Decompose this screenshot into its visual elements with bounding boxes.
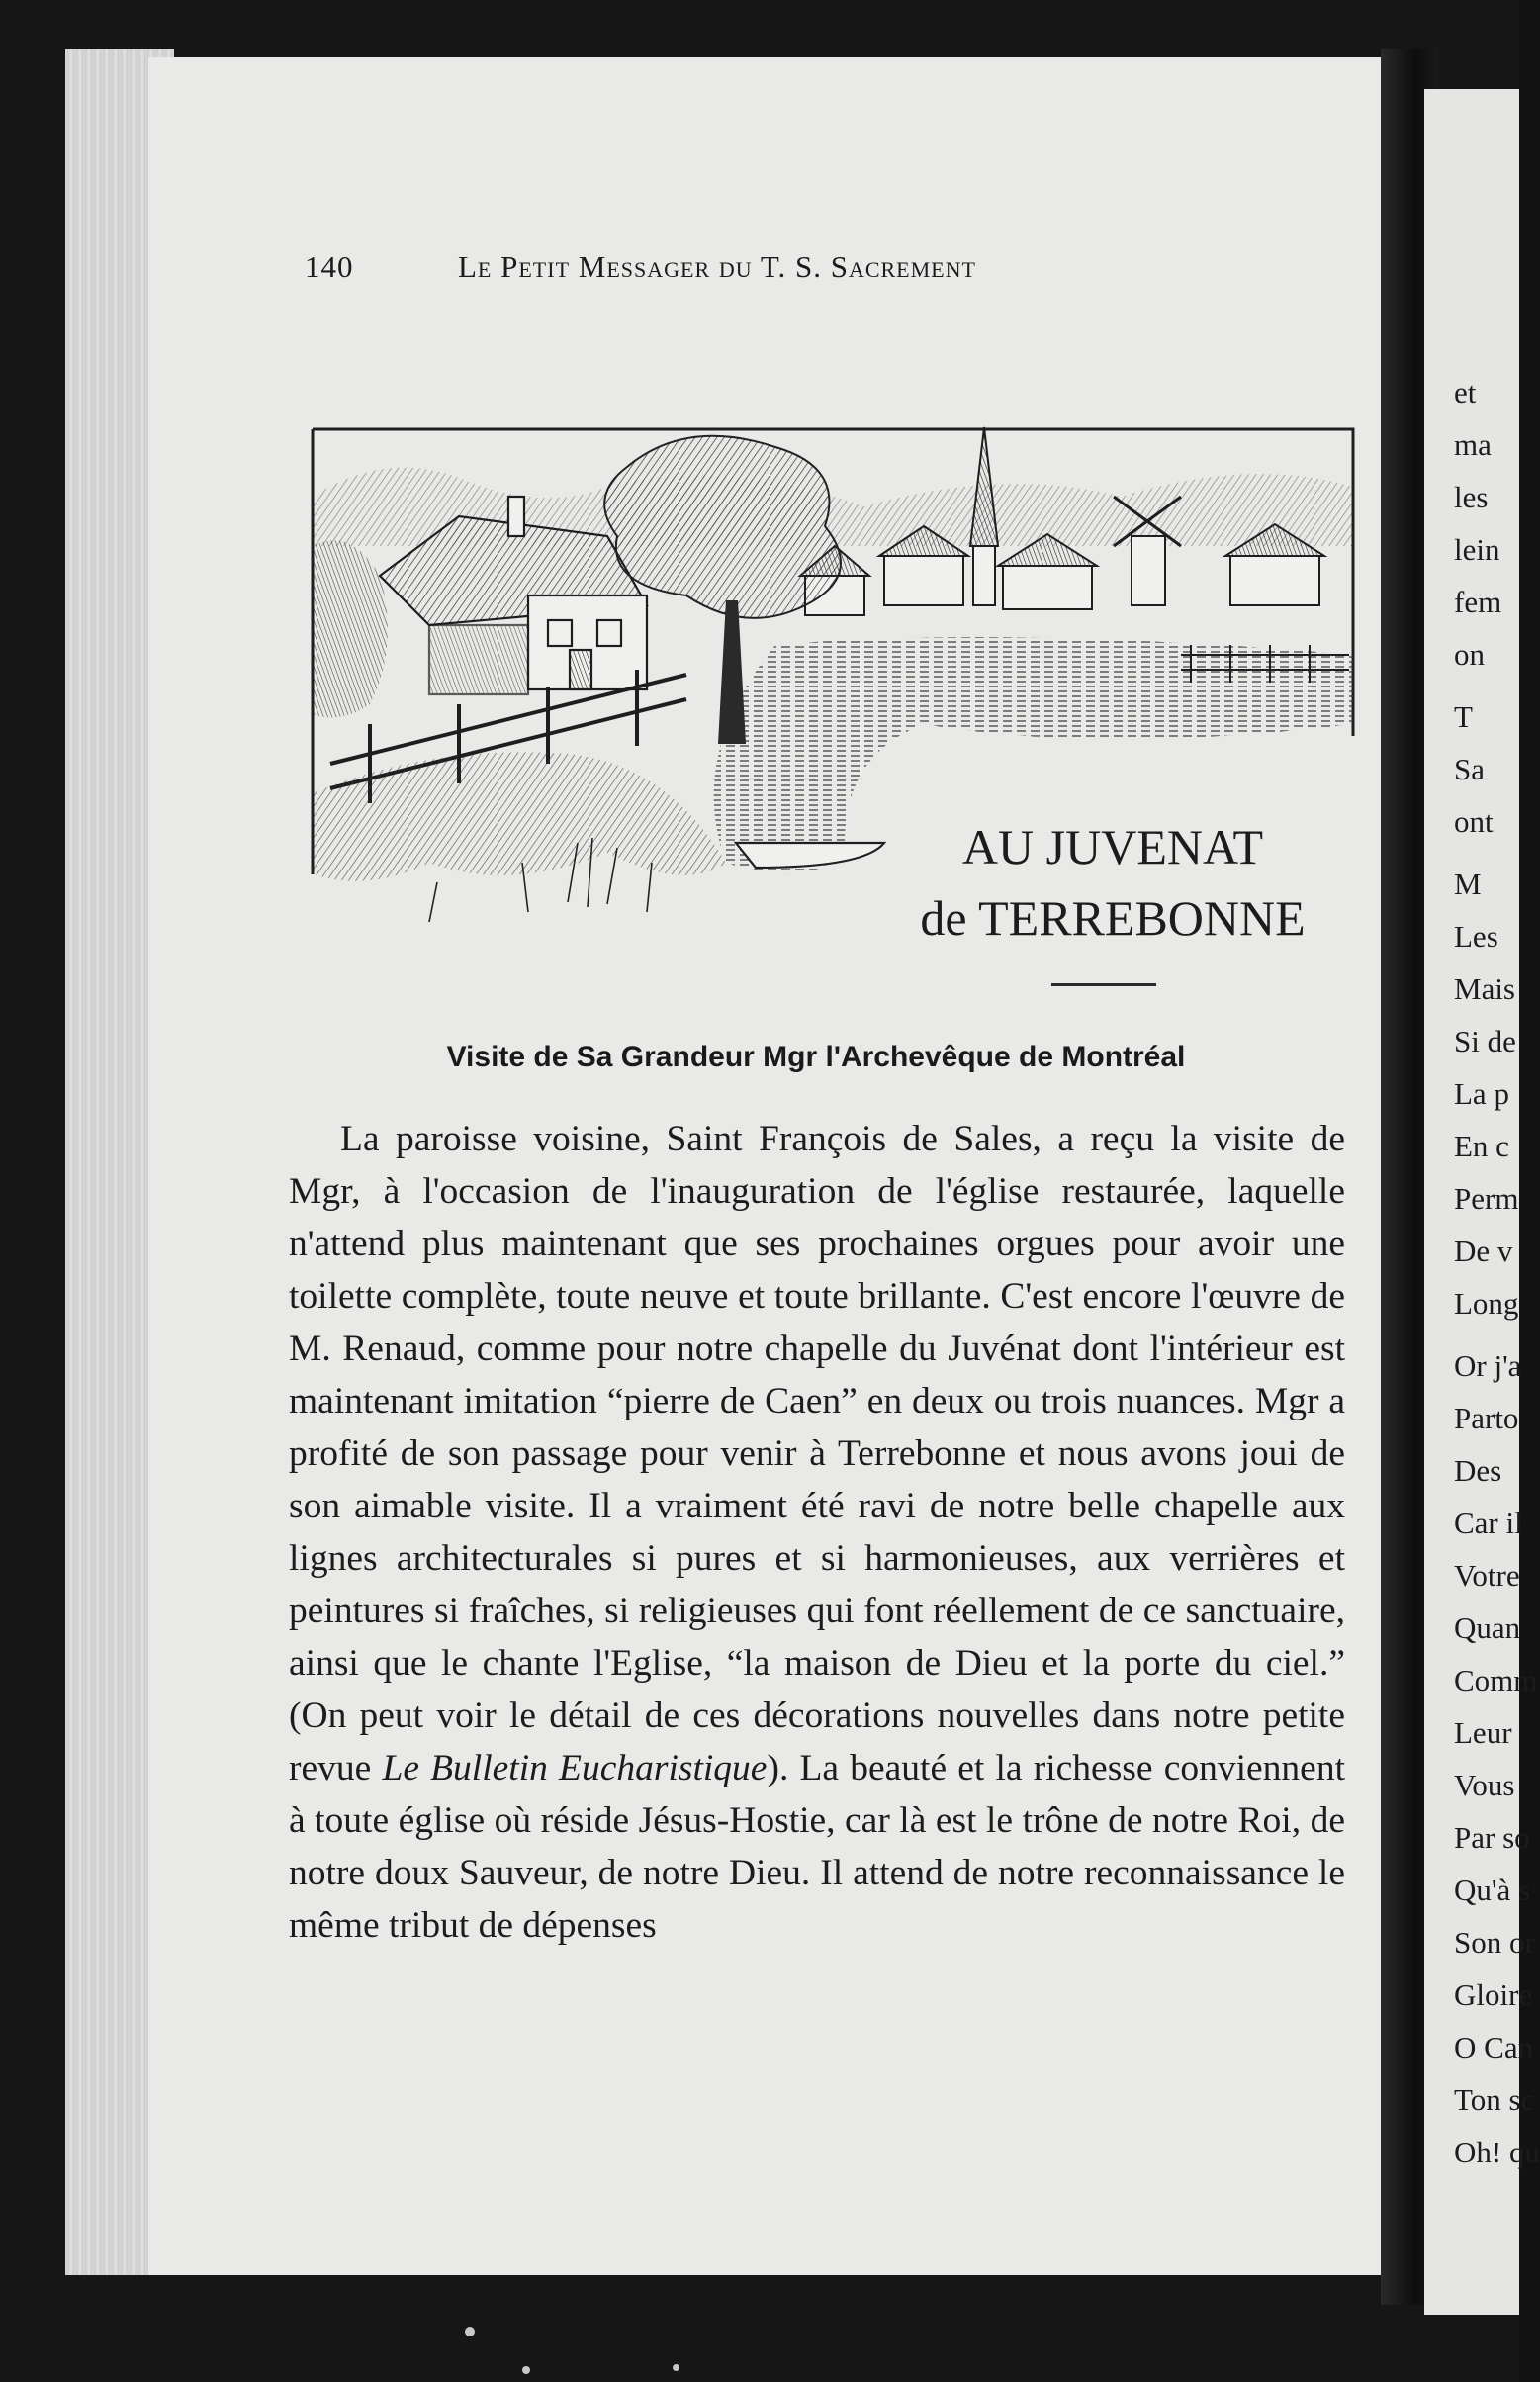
facing-page-line: Long xyxy=(1454,1286,1519,1321)
running-head xyxy=(305,249,1215,301)
journal-title: Le Petit Messager du T. S. Sacrement xyxy=(458,249,976,284)
facing-page-line: lein xyxy=(1454,532,1500,567)
facing-page-line: De v xyxy=(1454,1234,1513,1268)
facing-page-line: Son or xyxy=(1454,1925,1535,1960)
facing-page-line: Sa xyxy=(1454,752,1485,786)
facing-page-line: Par so xyxy=(1454,1820,1530,1855)
section-title-line1: AU JUVENAT xyxy=(961,819,1264,874)
facing-page-line: Mais xyxy=(1454,971,1515,1006)
facing-page-line: fem xyxy=(1454,585,1502,619)
dust-speck xyxy=(673,2364,679,2371)
page-number: 140 xyxy=(305,249,354,284)
facing-page-line: Perm xyxy=(1454,1181,1519,1216)
facing-page-line: ma xyxy=(1454,427,1492,462)
facing-page-line: Ton sc xyxy=(1454,2082,1535,2117)
facing-page-line: les xyxy=(1454,480,1489,514)
section-title-line2: de TERREBONNE xyxy=(920,890,1306,946)
facing-page-line: Or j'a xyxy=(1454,1348,1522,1383)
facing-page-line: Si de xyxy=(1454,1024,1516,1058)
facing-page-line: O Can xyxy=(1454,2030,1534,2064)
facing-page-line: En c xyxy=(1454,1129,1509,1163)
dust-speck xyxy=(465,2327,475,2336)
facing-page-line: Oh! qu xyxy=(1454,2135,1540,2169)
title-rule xyxy=(1051,983,1156,986)
article-subtitle: Visite de Sa Grandeur Mgr l'Archevêque de Montréal xyxy=(446,1041,1186,1073)
facing-page-line: Car il xyxy=(1454,1506,1523,1540)
paragraph-text-cont: ). La beauté et la richesse conviennent à toute église où réside Jésus-Hostie, car là est le trône de notre Roi, de notre doux Sauveur, de notre Dieu. Il attend de notre reconnaissance le même tribut de dépenses xyxy=(289,1748,1345,1946)
facing-page-line: M xyxy=(1454,867,1482,901)
section-title xyxy=(870,811,1355,954)
facing-page-line: Leur xyxy=(1454,1715,1512,1750)
paragraph-text: La paroisse voisine, Saint François de Sales, a reçu la visite de Mgr, à l'occasion de l'inauguration de l'église restaurée, laquelle n'attend plus maintenant que ses prochaines orgues pour avoir une toilette complète, toute neuve et toute brillante. C'est encore l'œuvre de M. Renaud, comme pour notre chapelle du Juvénat dont l'intérieur est maintenant imitation “pierre de Caen” en deux ou trois nuances. Mgr a profité de son passage pour venir à Terrebonne et nous avons joui de son aimable visite. Il a vraiment été ravi de notre belle chapelle aux lignes architecturales si pures et si harmonieuses, aux verrières et peintures si fraîches, si religieuses qui font réellement de ce sanctuaire, ainsi que le chante l'Eglise, “la maison de Dieu et la porte du ciel.” (On peut voir le détail de ces décorations nouvelles dans notre petite revue xyxy=(289,1119,1345,1788)
facing-page-line: Comm xyxy=(1454,1663,1538,1697)
periodical-title: Le Bulletin Eucharistique xyxy=(382,1748,768,1788)
facing-page-line: on xyxy=(1454,637,1485,672)
facing-page-line: Quan xyxy=(1454,1610,1521,1645)
facing-page-line: Des xyxy=(1454,1453,1502,1488)
facing-page-line: Les xyxy=(1454,919,1498,954)
facing-page-line: Gloire xyxy=(1454,1977,1533,2012)
dust-speck xyxy=(522,2366,530,2374)
paragraph xyxy=(289,1113,1345,1952)
facing-page-line: Qu'à s xyxy=(1454,1873,1531,1907)
facing-page-line: T xyxy=(1454,699,1473,734)
article-body xyxy=(289,1113,1345,1952)
facing-page-line: La p xyxy=(1454,1076,1509,1111)
facing-page-text xyxy=(1454,366,1540,2178)
facing-page-line: et xyxy=(1454,375,1477,410)
facing-page-line: Vous xyxy=(1454,1768,1515,1802)
facing-page-line: ont xyxy=(1454,804,1494,839)
facing-page-line: Parto xyxy=(1454,1401,1519,1435)
facing-page-line: Votre xyxy=(1454,1558,1520,1593)
